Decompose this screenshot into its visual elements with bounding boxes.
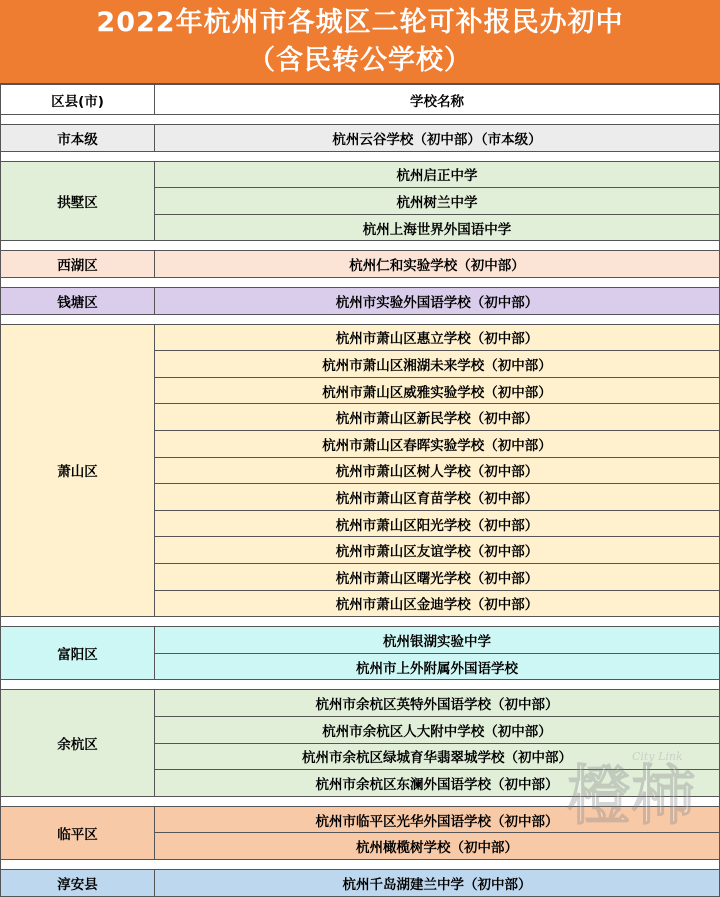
title-line-2: （含民转公学校） [248, 42, 472, 80]
school-cell: 杭州启正中学 [155, 162, 720, 189]
group-spacer [0, 797, 720, 807]
school-cell: 杭州市萧山区友谊学校（初中部） [155, 537, 720, 564]
school-cell: 杭州仁和实验学校（初中部） [155, 251, 720, 278]
school-cell: 杭州云谷学校（初中部）（市本级） [155, 125, 720, 152]
group-spacer [0, 152, 720, 162]
district-group [0, 162, 720, 242]
district-group [0, 807, 720, 860]
district-cell: 萧山区 [0, 325, 155, 618]
school-cell: 杭州市萧山区树人学校（初中部） [155, 458, 720, 485]
group-spacer [0, 680, 720, 690]
school-cell: 杭州市余杭区人大附中学校（初中部） [155, 717, 720, 744]
school-cell: 杭州千岛湖建兰中学（初中部） [155, 870, 720, 897]
school-cell: 杭州市余杭区东澜外国语学校（初中部） [155, 770, 720, 797]
title-line-1: 2022年杭州市各城区二轮可补报民办初中 [96, 4, 623, 42]
header-school: 学校名称 [155, 84, 720, 115]
school-cell: 杭州市萧山区威雅实验学校（初中部） [155, 378, 720, 405]
watermark-text: 橙柿 [567, 760, 695, 834]
school-cell: 杭州树兰中学 [155, 188, 720, 215]
district-group [0, 288, 720, 315]
group-spacer [0, 115, 720, 125]
header-district: 区县(市) [0, 84, 155, 115]
page-title [0, 0, 720, 84]
district-group [0, 125, 720, 152]
group-spacer [0, 860, 720, 870]
table-header-row [0, 84, 720, 115]
district-cell: 富阳区 [0, 627, 155, 680]
group-spacer [0, 617, 720, 627]
school-cell: 杭州上海世界外国语中学 [155, 215, 720, 242]
district-cell: 拱墅区 [0, 162, 155, 242]
district-cell: 市本级 [0, 125, 155, 152]
watermark-subtext: City Link [632, 750, 683, 763]
school-cell: 杭州市余杭区绿城育华翡翠城学校（初中部） [155, 744, 720, 771]
school-cell: 杭州银湖实验中学 [155, 627, 720, 654]
district-group [0, 627, 720, 680]
school-cell: 杭州市萧山区曙光学校（初中部） [155, 564, 720, 591]
school-cell: 杭州市萧山区新民学校（初中部） [155, 404, 720, 431]
group-spacer [0, 241, 720, 251]
school-cell: 杭州市余杭区英特外国语学校（初中部） [155, 690, 720, 717]
school-cell: 杭州市上外附属外国语学校 [155, 654, 720, 681]
district-cell: 余杭区 [0, 690, 155, 796]
school-cell: 杭州市实验外国语学校（初中部） [155, 288, 720, 315]
school-cell: 杭州市萧山区湘湖未来学校（初中部） [155, 351, 720, 378]
district-group [0, 870, 720, 897]
group-spacer [0, 278, 720, 288]
district-cell: 西湖区 [0, 251, 155, 278]
district-group [0, 325, 720, 618]
school-cell: 杭州市萧山区阳光学校（初中部） [155, 511, 720, 538]
district-cell: 淳安县 [0, 870, 155, 897]
school-cell: 杭州橄榄树学校（初中部） [155, 833, 720, 860]
district-group [0, 690, 720, 796]
school-cell: 杭州市萧山区春晖实验学校（初中部） [155, 431, 720, 458]
school-cell: 杭州市临平区光华外国语学校（初中部） [155, 807, 720, 834]
district-cell: 钱塘区 [0, 288, 155, 315]
district-group [0, 251, 720, 278]
school-cell: 杭州市萧山区惠立学校（初中部） [155, 325, 720, 352]
school-cell: 杭州市萧山区金迪学校（初中部） [155, 591, 720, 618]
district-cell: 临平区 [0, 807, 155, 860]
group-spacer [0, 315, 720, 325]
school-cell: 杭州市萧山区育苗学校（初中部） [155, 484, 720, 511]
